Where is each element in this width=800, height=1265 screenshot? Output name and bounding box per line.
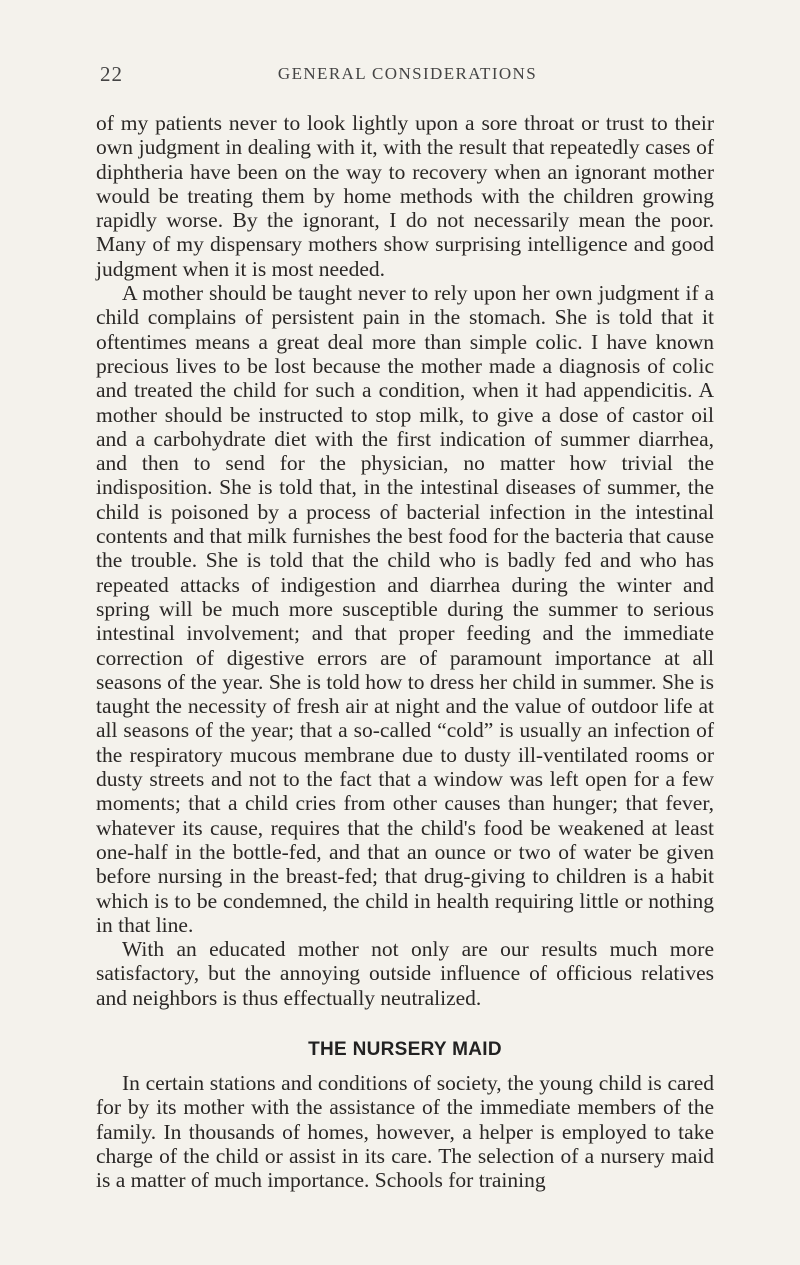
- paragraph-nursery-maid: In certain stations and conditions of society, the young child is cared for by its mother with the assistance of the immediate members of the family. In thousands of homes, however, a helper is employed to take charge of the child or assist in its care. The selection of a nursery maid is a matter of much importance. Schools for training: [96, 1070, 714, 1193]
- paragraph-continued: of my patients never to look lightly upon a sore throat or trust to their own judgment in dealing with it, with the result that repeatedly cases of diphtheria have been on the way to recovery when an ignorant mother would be treating them by home methods with the children growing rapidly worse. By the ignorant, I do not necessarily mean the poor. Many of my dispensary mothers show surprising intelligence and good judgment when it is most needed.: [96, 111, 714, 281]
- page-number: 22: [100, 62, 123, 86]
- paragraph-educated-mother: With an educated mother not only are our results much more satisfactory, but the annoying outside influence of officious relatives and neighbors is thus effectually neutralized.: [96, 937, 714, 1010]
- body-text: [96, 111, 714, 1192]
- paragraph-mother-instruction: A mother should be taught never to rely upon her own judgment if a child complains of persistent pain in the stomach. She is told that it oftentimes means a great deal more than simple colic. I have known precious lives to be lost because the mother made a diagnosis of colic and treated the child for such a condition, when it had appendicitis. A mother should be instructed to stop milk, to give a dose of castor oil and a carbohydrate diet with the first indication of summer diarrhea, and then to send for the physician, no matter how trivial the indisposition. She is told that, in the intestinal diseases of summer, the child is poisoned by a process of bacterial infection in the intestinal contents and that milk furnishes the best food for the bacteria that cause the trouble. She is told that the child who is badly fed and who has repeated attacks of indigestion and diarrhea during the winter and spring will be much more susceptible during the summer to serious intestinal involvement; and that proper feeding and the immediate correction of digestive errors are of paramount importance at all seasons of the year. She is told how to dress her child in summer. She is taught the necessity of fresh air at night and the value of outdoor life at all seasons of the year; that a so-called “cold” is usually an infection of the respiratory mucous membrane due to dusty ill-ventilated rooms or dusty streets and not to the fact that a window was left open for a few moments; that a child cries from other causes than hunger; that fever, whatever its cause, requires that the child's food be weakened at least one-half in the bottle-fed, and that an ounce or two of water be given before nursing in the breast-fed; that drug-giving to children is a habit which is to be condemned, the child in health requiring little or nothing in that line.: [96, 281, 714, 937]
- running-head: GENERAL CONSIDERATIONS: [277, 64, 538, 83]
- page-header: [100, 62, 715, 92]
- section-heading: THE NURSERY MAID: [308, 1038, 502, 1060]
